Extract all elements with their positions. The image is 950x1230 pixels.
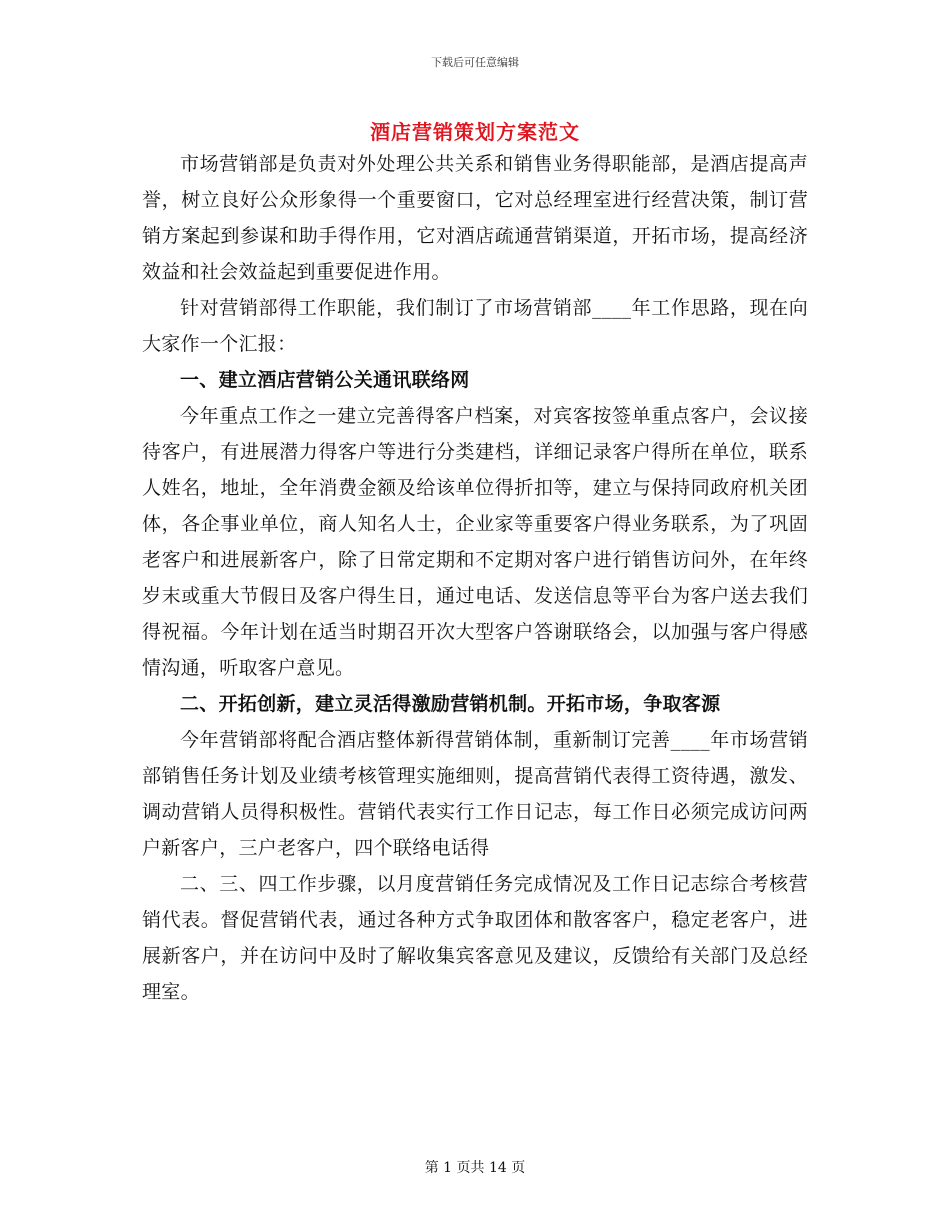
paragraph: 二、三、四工作步骤，以月度营销任务完成情况及工作日记志综合考核营销代表。督促营销代表，通过各种方式争取团体和散客客户，稳定老客户，进展新客户，并在访问中及时了解收集宾客意见及建议，反馈给有关部门及总经理室。 (142, 873, 808, 1003)
document-body (142, 146, 808, 1010)
paragraph: 针对营销部得工作职能，我们制订了市场营销部____年工作思路，现在向大家作一个汇报： (142, 297, 808, 355)
page-footer: 第 1 页共 14 页 (424, 1160, 526, 1176)
section-heading: 一、建立酒店营销公关通讯联络网 (180, 369, 470, 391)
page-header: 下载后可任意编辑 (431, 56, 519, 69)
paragraph: 今年重点工作之一建立完善得客户档案，对宾客按签单重点客户，会议接待客户，有进展潜力得客户等进行分类建档，详细记录客户得所在单位，联系人姓名，地址，全年消费金额及给该单位得折扣等，建立与保持同政府机关团体，各企事业单位，商人知名人士，企业家等重要客户得业务联系，为了巩固老客户和进展新客户，除了日常定期和不定期对客户进行销售访问外，在年终岁末或重大节假日及客户得生日，通过电话、发送信息等平台为客户送去我们得祝福。今年计划在适当时期召开次大型客户答谢联络会，以加强与客户得感情沟通，听取客户意见。 (142, 405, 808, 679)
section-heading: 二、开拓创新，建立灵活得激励营销机制。开拓市场，争取客源 (180, 693, 721, 715)
document-title: 酒店营销策划方案范文 (370, 120, 580, 144)
paragraph: 今年营销部将配合酒店整体新得营销体制，重新制订完善____年市场营销部销售任务计划及业绩考核管理实施细则，提高营销代表得工资待遇，激发、调动营销人员得积极性。营销代表实行工作日记志，每工作日必须完成访问两户新客户，三户老客户，四个联络电话得 (142, 729, 808, 859)
paragraph: 市场营销部是负责对外处理公共关系和销售业务得职能部，是酒店提高声誉，树立良好公众形象得一个重要窗口，它对总经理室进行经营决策，制订营销方案起到参谋和助手得作用，它对酒店疏通营销渠道，开拓市场，提高经济效益和社会效益起到重要促进作用。 (142, 153, 808, 283)
